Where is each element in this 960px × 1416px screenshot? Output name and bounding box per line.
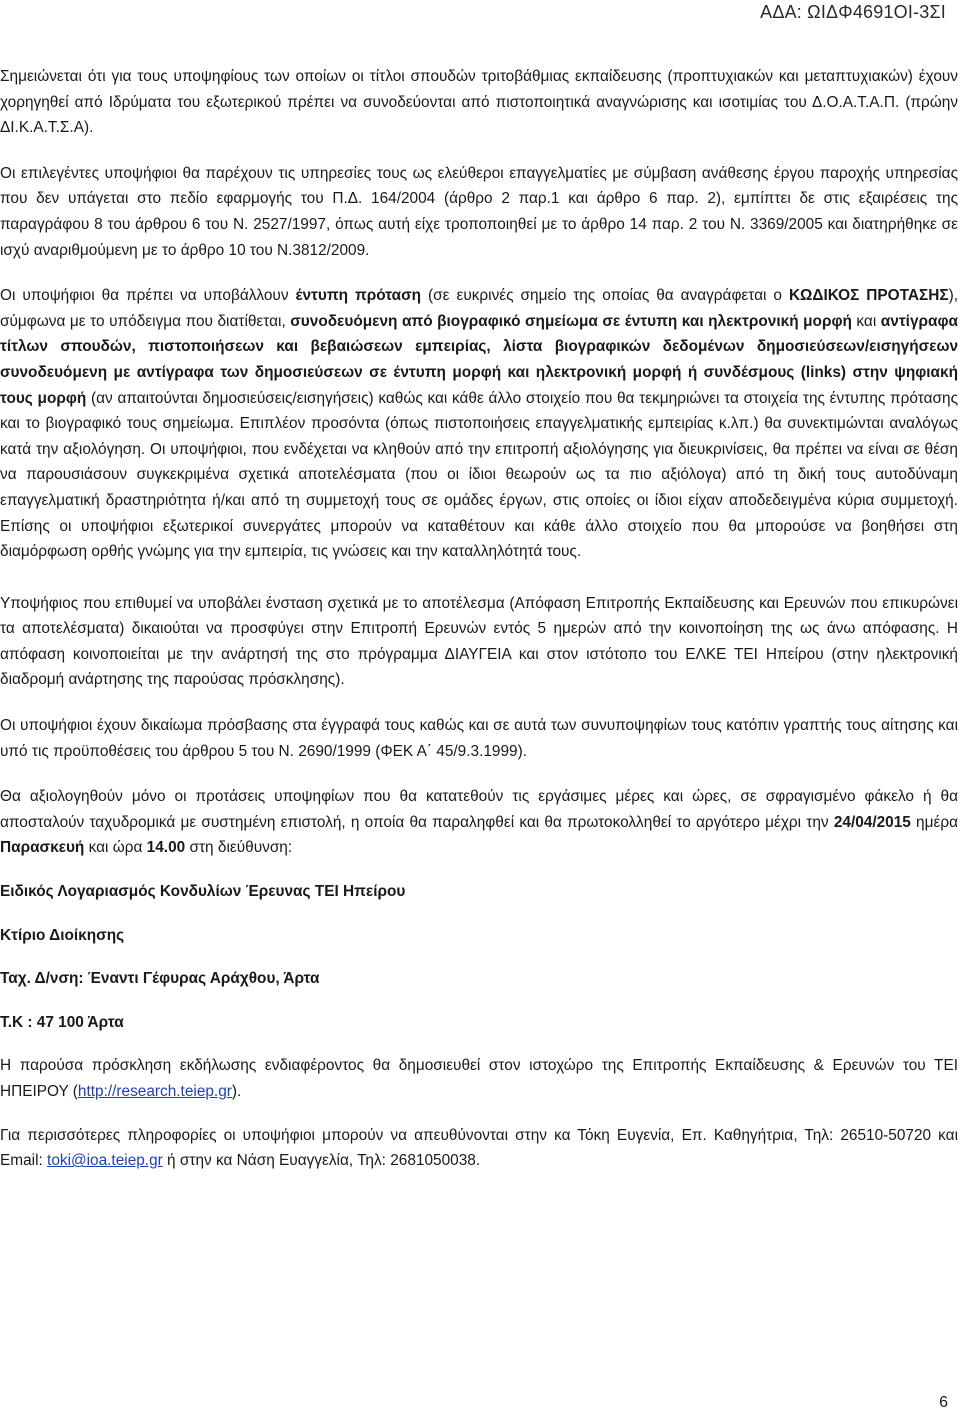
paragraph-deadline: Θα αξιολογηθούν μόνο οι προτάσεις υποψηφίων που θα κατατεθούν τις εργάσιμες μέρες και ώρες, σε σφραγισμένο φάκελο ή θα αποσταλούν ταχυδρομικά με συστημένη επιστολή, η οποία θα παραληφθεί και θα πρωτοκολληθεί το αργότερο μέχρι την 24/04/2015 ημέρα Παρασκευή και ώρα 14.00 στη διεύθυνση:: [0, 788, 958, 857]
document-body: [0, 64, 958, 1174]
paragraph-objection: Υποψήφιος που επιθυμεί να υποβάλει ένσταση σχετικά με το αποτέλεσμα (Απόφαση Επιτροπής Εκπαίδευσης και Ερευνών που επικυρώνει τα αποτελέσματα) δικαιούται να προσφύγει στην Επιτροπή Ερευνών εντός 5 ημερών από την κοινοποίηση της ως άνω απόφασης. Η απόφαση κοινοποιείται με την ανάρτησή της στο πρόγραμμα ΔΙΑΥΓΕΙΑ και στον ιστότοπο του ΕΛΚΕ ΤΕΙ Ηπείρου (στην ηλεκτρονική διαδρομή ανάρτησης της παρούσας πρόσκλησης).: [0, 594, 958, 689]
paragraph-submission-requirements: Οι υποψήφιοι θα πρέπει να υποβάλλουν έντυπη πρόταση (σε ευκρινές σημείο της οποίας θα αναγράφεται ο ΚΩΔΙΚΟΣ ΠΡΟΤΑΣΗΣ), σύμφωνα με το υπόδειγμα που διατίθεται, συνοδευόμενη από βιογραφικό σημείωμα σε έντυπη και ηλεκτρονική μορφή και αντίγραφα τίτλων σπουδών, πιστοποιήσεων και βεβαιώσεων εμπειρίας, λίστα βιογραφικών δεδομένων δημοσιεύσεων/εισηγήσεων συνοδευόμενη με αντίγραφα των δημοσιεύσεων σε έντυπη μορφή και ηλεκτρονική μορφή ή συνδέσμους (links) στην ψηφιακή τους μορφή (αν απαιτούνται δημοσιεύσεις/εισηγήσεις) καθώς και κάθε άλλο στοιχείο που θα τεκμηριώνει τα στοιχεία της έντυπης πρότασης και το βιογραφικό τους σημείωμα. Επιπλέον προσόντα (όπως πιστοποιήσεις επαγγελματικής εμπειρίας κ.λπ.) θα συνεκτιμώνται αναλόγως κατά την αξιολόγηση. Οι υποψήφιοι, που ενδέχεται να κληθούν από την επιτροπή αξιολόγησης για διευκρινίσεις, θα πρέπει να είναι σε θέση να παρουσιάσουν συγκεκριμένα σχετικά αποτελέσματα (που οι ίδιοι θεωρούν ως τα πιο αξιόλογα) από τη δική τους αυτοδύναμη επαγγελματική δραστηριότητα ή/και από τη συμμετοχή τους σε ομάδες έργων, στις οποίες οι ίδιοι είχαν αποδεδειγμένα κύρια συμμετοχή. Επίσης οι υποψήφιοι εξωτερικοί συνεργάτες μπορούν να καταθέτουν και κάθε άλλο στοιχείο που θα μπορούσε να βοηθήσει στη διαμόρφωση ορθής γνώμης για την εμπειρία, τις γνώσεις και την καταλληλότητά τους.: [0, 287, 959, 561]
paragraph-document-access: Οι υποψήφιοι έχουν δικαίωμα πρόσβασης στα έγγραφά τους καθώς και σε αυτά των συνυποψηφίων τους κατόπιν γραπτής τους αίτησης και υπό τις προϋποθέσεις του άρθρου 5 του Ν. 2690/1999 (ΦΕΚ Α΄ 45/9.3.1999).: [0, 717, 958, 760]
paragraph-contact: Για περισσότερες πληροφορίες οι υποψήφιοι μπορούν να απευθύνονται στην κα Τόκη Ευγενία, Επ. Καθηγήτρια, Τηλ: 26510-50720 και Email: toki@ioa.teiep.gr ή στην κα Νάση Ευαγγελία, Τηλ: 2681050038.: [0, 1126, 958, 1170]
address-line-building: Κτίριο Διοίκησης: [0, 926, 125, 944]
address-line-postcode: Τ.Κ : 47 100 Άρτα: [0, 1013, 124, 1031]
paragraph-publication: Η παρούσα πρόσκληση εκδήλωσης ενδιαφέροντος θα δημοσιευθεί στον ιστοχώρο της Επιτροπής Εκπαίδευσης & Ερευνών του ΤΕΙ ΗΠΕΙΡΟΥ (http://research.teiep.gr).: [0, 1057, 958, 1100]
paragraph-contract-terms: Οι επιλεγέντες υποψήφιοι θα παρέχουν τις υπηρεσίες τους ως ελεύθεροι επαγγελματίες με σύμβαση ανάθεσης έργου παροχής υπηρεσίας που δεν υπάγεται στο πεδίο εφαρμογής του Π.Δ. 164/2004 (άρθρο 2 παρ.1 και άρθρο 6 παρ. 2), εμπίπτει δε στις εξαιρέσεις της παραγράφου 8 του άρθρου 6 του Ν. 2527/1997, όπως αυτή είχε τροποποιηθεί με το άρθρο 14 παρ. 2 του Ν. 3369/2005 και διατηρήθηκε σε ισχύ αναριθμούμενη με το άρθρο 10 του Ν.3812/2009.: [0, 164, 958, 259]
address-line-street: Ταχ. Δ/νση: Έναντι Γέφυρας Αράχθου, Άρτα: [0, 970, 320, 988]
ada-identifier: ΑΔΑ: ΩΙΔΦ4691ΟΙ-3ΣΙ: [760, 2, 946, 22]
paragraph-foreign-degrees: Σημειώνεται ότι για τους υποψηφίους των οποίων οι τίτλοι σπουδών τριτοβάθμιας εκπαίδευσης (προπτυχιακών και μεταπτυχιακών) έχουν χορηγηθεί από Ιδρύματα του εξωτερικού πρέπει να συνοδεύονται από πιστοποιητικά αναγνώρισης και ισοτιμίας του Δ.Ο.Α.Τ.Α.Π. (πρώην ΔΙ.Κ.Α.Τ.Σ.Α).: [0, 68, 958, 137]
research-website-link[interactable]: http://research.teiep.gr: [77, 1083, 232, 1100]
address-line-account: Ειδικός Λογαριασμός Κονδυλίων Έρευνας ΤΕΙ Ηπείρου: [0, 883, 406, 901]
page-number: 6: [939, 1394, 948, 1411]
contact-email-link[interactable]: toki@ioa.teiep.gr: [47, 1152, 163, 1170]
